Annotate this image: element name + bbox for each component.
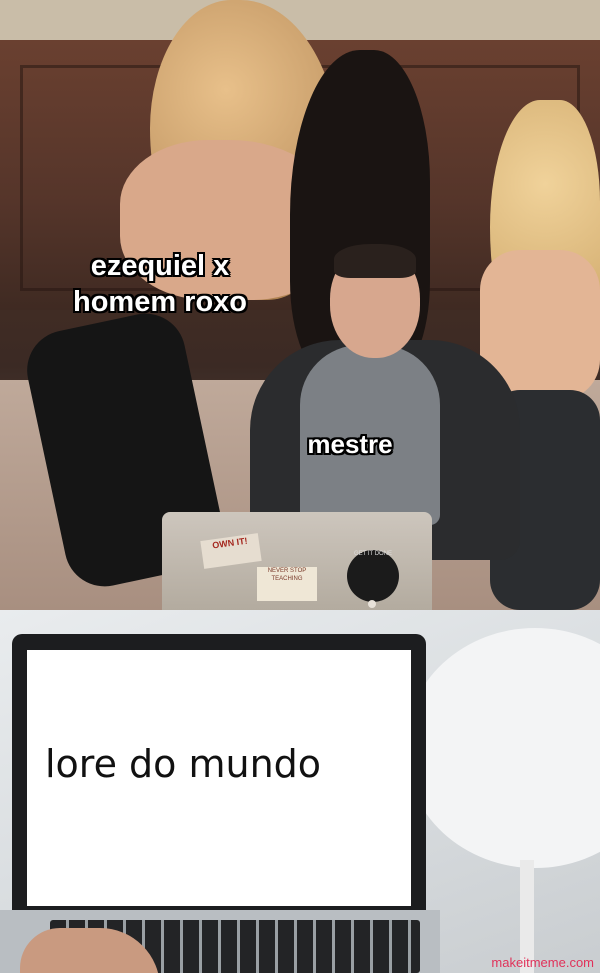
caption-left-line-1: ezequiel x: [90, 250, 230, 282]
apple-logo-icon: [368, 600, 376, 608]
laptop-screen: [27, 650, 411, 906]
round-table: [405, 628, 600, 868]
bottom-meme-panel: [0, 610, 600, 973]
laptop-lid: [162, 512, 432, 610]
sticker-get-it-done: GET IT DONE: [347, 550, 399, 602]
sticker-own-it: OWN IT!: [200, 533, 261, 569]
screen-text: lore do mundo: [45, 742, 322, 786]
caption-left-line-2: homem roxo: [72, 286, 248, 318]
caption-center: mestre: [307, 429, 393, 459]
caption-left: [40, 248, 280, 320]
watermark: makeitmeme.com: [491, 955, 594, 970]
sticker-never-stop-teaching: NEVER STOP TEACHING: [257, 567, 317, 601]
man-hair: [334, 244, 416, 278]
